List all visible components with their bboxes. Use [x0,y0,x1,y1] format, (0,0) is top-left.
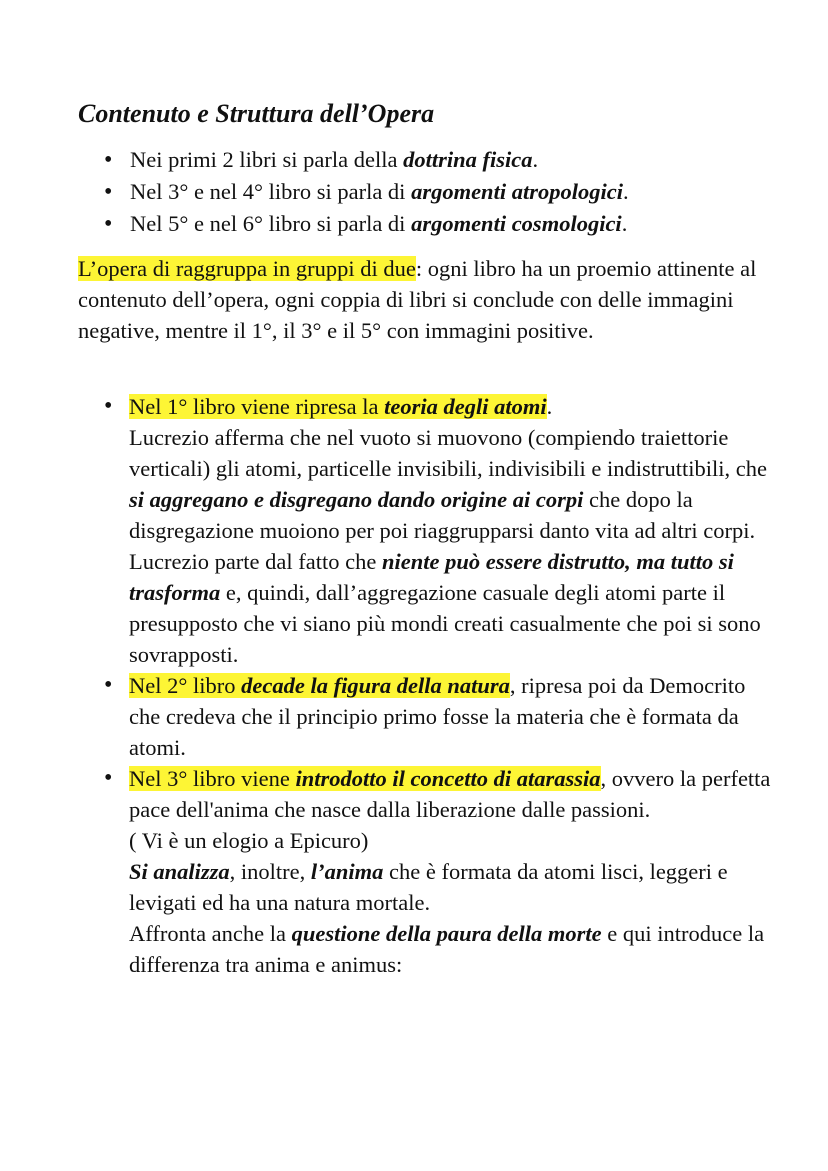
list-item: • Nei primi 2 libri si parla della dottrina fisica. [78,144,629,176]
intro-list [78,144,629,240]
highlighted-text: Nel 1° libro viene ripresa la teoria degli atomi [129,394,547,419]
highlighted-text: L’opera di raggruppa in gruppi di due [78,256,416,281]
intro-paragraph: L’opera di raggruppa in gruppi di due: ogni libro ha un proemio attinente al contenuto dell’opera, ogni coppia di libri si conclude con delle immagini negative, mentre il 1°, il 3° e il 5° con immagini positive. [78,256,757,343]
list-item: • Nel 3° e nel 4° libro si parla di argomenti atropologici. [78,176,629,208]
page-title: Contenuto e Struttura dell’Opera [78,99,435,128]
list-item-book-3: • Nel 3° libro viene introdotto il concetto di atarassia, ovvero la perfetta pace dell'anima che nasce dalla liberazione dalle passioni. ( Vi è un elogio a Epicuro) Si analizza, inoltre, l’anima che è formata da atomi lisci, leggeri e levigati ed ha una natura mortale. Affronta anche la questione della paura della morte e qui introduce la differenza tra anima e animus: [78,763,778,980]
highlighted-text: Nel 2° libro decade la figura della natura [129,673,510,698]
list-item-book-2: • Nel 2° libro decade la figura della natura, ripresa poi da Democrito che credeva che il principio primo fosse la materia che è formata da atomi. [78,670,778,763]
books-list [78,391,778,980]
list-item: • Nel 5° e nel 6° libro si parla di argomenti cosmologici. [78,208,629,240]
highlighted-text: Nel 3° libro viene introdotto il concetto di atarassia [129,766,601,791]
list-item-book-1: • Nel 1° libro viene ripresa la teoria degli atomi. Lucrezio afferma che nel vuoto si muovono (compiendo traiettorie verticali) gli atomi, particelle invisibili, indivisibili e indistruttibili, che si aggregano e disgregano dando origine ai corpi che dopo la disgregazione muoiono per poi riaggrupparsi danto vita ad altri corpi. Lucrezio parte dal fatto che niente può essere distrutto, ma tutto si trasforma e, quindi, dall’aggregazione casuale degli atomi parte il presupposto che vi siano più mondi creati casualmente che poi si sono sovrapposti. [78,391,778,670]
